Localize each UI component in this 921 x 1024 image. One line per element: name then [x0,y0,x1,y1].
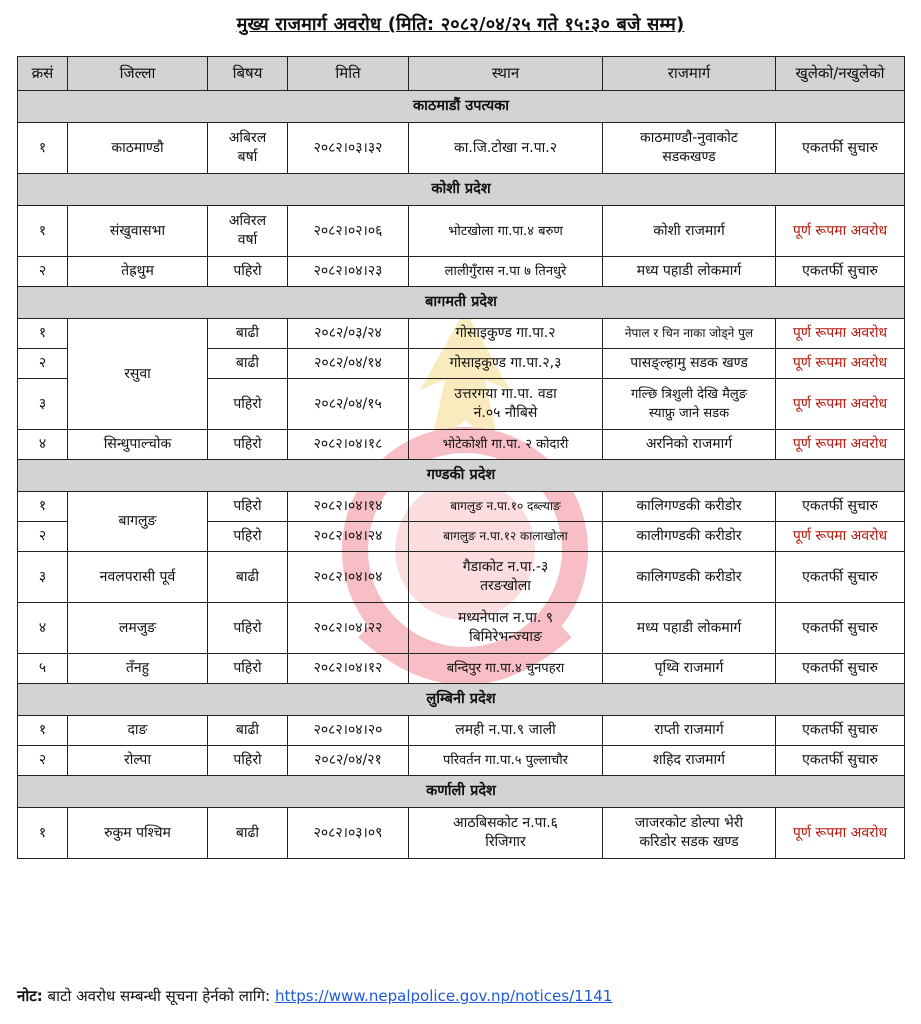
section-title: कोशी प्रदेश [18,174,905,206]
cell-status: पूर्ण रूपमा अवरोध [776,349,905,379]
cell-place: का.जि.टोखा न.पा.२ [409,123,603,174]
cell-sn: २ [18,349,68,379]
header-place: स्थान [409,57,603,91]
cell-subject-line: वर्षा [237,232,258,248]
header-district: जिल्ला [68,57,208,91]
cell-place [409,808,603,859]
table-row [18,257,905,287]
cell-highway: मध्य पहाडी लोकमार्ग [603,257,776,287]
cell-date: २०८२।०२।०६ [288,206,409,257]
cell-status: एकतर्फी सुचारु [776,123,905,174]
cell-sn: १ [18,808,68,859]
cell-status: पूर्ण रूपमा अवरोध [776,808,905,859]
cell-subject: पहिरो [208,522,288,552]
cell-highway: अरनिको राजमार्ग [603,430,776,460]
cell-place: भोटेकोशी गा.पा. २ कोदारी [409,430,603,460]
cell-status: पूर्ण रूपमा अवरोध [776,430,905,460]
table-row [18,552,905,603]
cell-district: लमजुङ [68,603,208,654]
cell-highway-line: स्याफ्रु जाने सडक [648,406,730,421]
section-title: कर्णाली प्रदेश [18,776,905,808]
cell-subject: बाढी [208,808,288,859]
cell-district: बागलुङ [68,492,208,552]
cell-district: सिन्धुपाल्चोक [68,430,208,460]
cell-sn: ३ [18,379,68,430]
cell-highway: कालीगण्डकी करीडोर [603,522,776,552]
cell-sn: १ [18,123,68,174]
note-label: नोट: [17,987,43,1005]
cell-district: रोल्पा [68,746,208,776]
section-row [18,460,905,492]
cell-subject [208,206,288,257]
cell-status: एकतर्फी सुचारु [776,257,905,287]
cell-district: रसुवा [68,319,208,430]
cell-highway: कालिगण्डकी करीडोर [603,552,776,603]
cell-highway-line: जाजरकोट डोल्पा भेरी [634,815,744,831]
cell-subject: पहिरो [208,430,288,460]
cell-sn: १ [18,319,68,349]
cell-place-line: आठबिसकोट न.पा.६ [453,815,558,831]
cell-place-line: उत्तरगया गा.पा. वडा [454,386,557,402]
cell-date: २०८२।०३।०९ [288,808,409,859]
header-sn: क्रसं [18,57,68,91]
cell-place: बागलुङ न.पा.१२ कालाखोला [409,522,603,552]
cell-subject: बाढी [208,716,288,746]
cell-place-line: नं.०५ नौबिसे [473,405,538,421]
section-title: बागमती प्रदेश [18,287,905,319]
section-title: लुम्बिनी प्रदेश [18,684,905,716]
cell-date: २०८२।०४।२२ [288,603,409,654]
cell-district: संखुवासभा [68,206,208,257]
note-text: बाटो अवरोध सम्बन्धी सूचना हेर्नको लागि: [42,987,275,1005]
cell-subject-line: अबिरल [228,130,267,146]
cell-sn: १ [18,206,68,257]
section-row [18,91,905,123]
cell-subject: पहिरो [208,257,288,287]
cell-status: पूर्ण रूपमा अवरोध [776,522,905,552]
table-row [18,654,905,684]
cell-date: २०८२।०४।१८ [288,430,409,460]
cell-place: गोसाइकुण्ड गा.पा.२,३ [409,349,603,379]
table-header-row [18,57,905,91]
cell-sn: १ [18,716,68,746]
cell-date: २०८२/०४/१५ [288,379,409,430]
cell-sn: २ [18,746,68,776]
table-row [18,808,905,859]
cell-highway: राप्ती राजमार्ग [603,716,776,746]
cell-highway: पृथ्वि राजमार्ग [603,654,776,684]
cell-subject: बाढी [208,319,288,349]
cell-place [409,552,603,603]
cell-district: रुकुम पश्चिम [68,808,208,859]
cell-place-line: तरङखोला [480,578,531,594]
table-row [18,430,905,460]
cell-subject-line: बर्षा [237,149,258,165]
cell-status: पूर्ण रूपमा अवरोध [776,319,905,349]
cell-sn: २ [18,257,68,287]
cell-highway: शहिद राजमार्ग [603,746,776,776]
section-title: गण्डकी प्रदेश [18,460,905,492]
table-row [18,123,905,174]
cell-highway-line: सडकखण्ड [662,149,716,165]
cell-status: एकतर्फी सुचारु [776,492,905,522]
cell-status: एकतर्फी सुचारु [776,603,905,654]
cell-highway: कालिगण्डकी करीडोर [603,492,776,522]
page-title: मुख्य राजमार्ग अवरोध (मिति: २०८२/०४/२५ गते १५:३० बजे सम्म) [236,14,685,35]
cell-place: भोटखोला गा.पा.४ बरुण [409,206,603,257]
cell-highway [603,379,776,430]
cell-subject [208,123,288,174]
cell-district: तेह्रथुम [68,257,208,287]
cell-place: बन्दिपुर गा.पा.४ चुनपहरा [409,654,603,684]
table-row [18,492,905,522]
cell-status: पूर्ण रूपमा अवरोध [776,379,905,430]
cell-highway: नेपाल र चिन नाका जोड्ने पुल [603,319,776,349]
cell-highway-line: करिडोर सडक खण्ड [639,834,739,850]
cell-subject: पहिरो [208,379,288,430]
cell-sn: ३ [18,552,68,603]
section-title: काठमाडौं उपत्यका [18,91,905,123]
header-subject: बिषय [208,57,288,91]
section-row [18,776,905,808]
header-status: खुलेको/नखुलेको [776,57,905,91]
cell-date: २०८२।०४।१२ [288,654,409,684]
cell-status: पूर्ण रूपमा अवरोध [776,206,905,257]
cell-highway: पासङ्ल्हामु सडक खण्ड [603,349,776,379]
cell-district: नवलपरासी पूर्व [68,552,208,603]
cell-highway: कोशी राजमार्ग [603,206,776,257]
cell-highway [603,123,776,174]
cell-place: परिवर्तन गा.पा.५ पुल्लाचौर [409,746,603,776]
cell-place [409,379,603,430]
cell-district: तँनहु [68,654,208,684]
cell-date: २०८२।०४।२० [288,716,409,746]
cell-district: दाङ [68,716,208,746]
header-highway: राजमार्ग [603,57,776,91]
section-row [18,287,905,319]
cell-subject: पहिरो [208,603,288,654]
cell-place-line: मध्यनेपाल न.पा. ९ [457,610,554,626]
cell-place-line: गैडाकोट न.पा.-३ [462,559,549,575]
cell-place-line: बिमिरेभन्ज्याङ [469,629,542,645]
cell-sn: ५ [18,654,68,684]
table-row [18,603,905,654]
cell-place: लालीगुँरास न.पा ७ तिनधुरे [409,257,603,287]
cell-date: २०८२।०४।२३ [288,257,409,287]
cell-date: २०८२/०४/१४ [288,349,409,379]
cell-sn: ४ [18,430,68,460]
cell-status: एकतर्फी सुचारु [776,716,905,746]
cell-date: २०८२।०४।०४ [288,552,409,603]
cell-sn: १ [18,492,68,522]
cell-place: बागलुङ न.पा.१० दब्ल्याङ [409,492,603,522]
cell-highway: मध्य पहाडी लोकमार्ग [603,603,776,654]
cell-date: २०८२।०४।२४ [288,522,409,552]
cell-place: गोसाइकुण्ड गा.पा.२ [409,319,603,349]
section-row [18,684,905,716]
cell-date: २०८२/०४/२१ [288,746,409,776]
footer-note [17,986,612,1006]
cell-subject: पहिरो [208,492,288,522]
header-date: मिति [288,57,409,91]
cell-place: लमही न.पा.९ जाली [409,716,603,746]
cell-subject: पहिरो [208,746,288,776]
cell-highway [603,808,776,859]
cell-date: २०८२/०३/२४ [288,319,409,349]
table-row [18,716,905,746]
table-row [18,206,905,257]
cell-subject: पहिरो [208,654,288,684]
table-row [18,319,905,349]
table-row [18,746,905,776]
cell-status: एकतर्फी सुचारु [776,746,905,776]
cell-place [409,603,603,654]
cell-subject-line: अविरल [228,213,267,229]
cell-status: एकतर्फी सुचारु [776,654,905,684]
cell-highway-line: काठमाण्डौ-नुवाकोट [640,130,738,146]
cell-district: काठमाण्डौ [68,123,208,174]
cell-subject: बाढी [208,552,288,603]
cell-subject: बाढी [208,349,288,379]
cell-highway-line: गल्छि त्रिशुली देखि मैलुङ [630,387,748,402]
cell-sn: ४ [18,603,68,654]
cell-sn: २ [18,522,68,552]
cell-status: एकतर्फी सुचारु [776,552,905,603]
cell-place-line: रिजिगार [485,834,526,850]
notice-link[interactable]: https://www.nepalpolice.gov.np/notices/1141 [274,987,613,1005]
road-obstruction-table [17,56,905,859]
cell-date: २०८२।०३।३२ [288,123,409,174]
section-row [18,174,905,206]
cell-date: २०८२।०४।१४ [288,492,409,522]
